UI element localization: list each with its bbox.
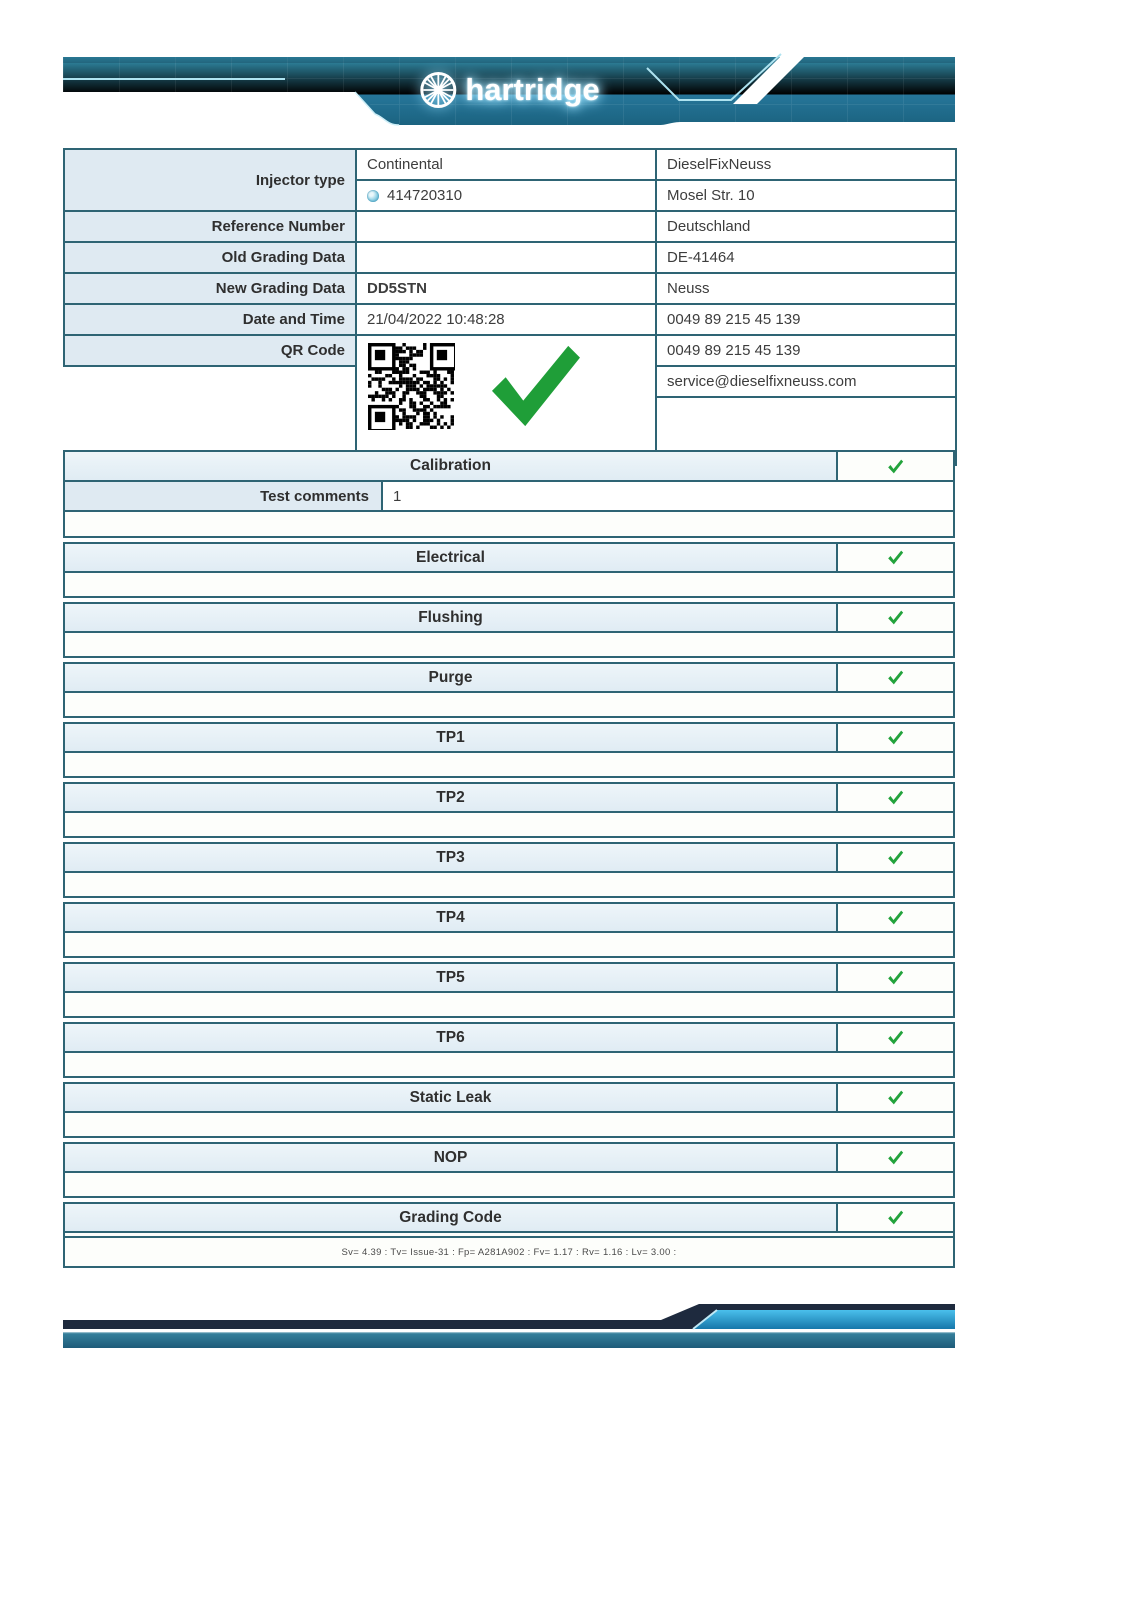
section-label: TP5 bbox=[65, 964, 838, 991]
section-detail-row bbox=[65, 811, 953, 836]
test-section bbox=[63, 722, 955, 778]
pass-check-icon bbox=[887, 550, 904, 565]
qr-code-cell bbox=[356, 335, 656, 465]
section-label: Flushing bbox=[65, 604, 838, 631]
old-grading-value bbox=[356, 242, 656, 273]
customer-phone-2: 0049 89 215 45 139 bbox=[656, 335, 956, 366]
section-detail-row bbox=[65, 631, 953, 656]
test-section bbox=[63, 1142, 955, 1198]
section-status-cell bbox=[838, 544, 953, 571]
wheel-spokes bbox=[423, 75, 453, 105]
test-comments-value: 1 bbox=[383, 482, 953, 510]
bottom-teal-strip bbox=[63, 1332, 955, 1348]
customer-city: Neuss bbox=[656, 273, 956, 304]
sections-container bbox=[63, 542, 955, 1258]
bottom-banner bbox=[63, 1295, 955, 1350]
customer-email: service@dieselfixneuss.com bbox=[656, 366, 956, 397]
wheel-icon bbox=[418, 70, 458, 110]
old-grading-label: Old Grading Data bbox=[64, 242, 356, 273]
test-section bbox=[63, 842, 955, 898]
datetime-value: 21/04/2022 10:48:28 bbox=[356, 304, 656, 335]
section-label: Calibration bbox=[65, 452, 838, 480]
section-status-cell bbox=[838, 452, 953, 480]
section-status-cell bbox=[838, 724, 953, 751]
section-label: TP2 bbox=[65, 784, 838, 811]
qr-code-label: QR Code bbox=[64, 335, 356, 366]
section-status-cell bbox=[838, 964, 953, 991]
section-label: Purge bbox=[65, 664, 838, 691]
customer-postcode: DE-41464 bbox=[656, 242, 956, 273]
new-grading-label: New Grading Data bbox=[64, 273, 356, 304]
brand-name: hartridge bbox=[465, 72, 600, 107]
test-comments-label: Test comments bbox=[65, 482, 383, 510]
section-label: Static Leak bbox=[65, 1084, 838, 1111]
section-detail-row bbox=[65, 691, 953, 716]
section-detail-row bbox=[65, 751, 953, 776]
section-detail-row bbox=[65, 1051, 953, 1076]
section-detail-row bbox=[65, 1171, 953, 1196]
pass-check-icon bbox=[887, 459, 904, 474]
pass-check-icon-large bbox=[483, 342, 587, 430]
version-footer bbox=[63, 1236, 955, 1268]
customer-street: Mosel Str. 10 bbox=[656, 180, 956, 211]
section-detail-row bbox=[65, 510, 953, 536]
section-label: Electrical bbox=[65, 544, 838, 571]
pass-check-icon bbox=[887, 790, 904, 805]
section-status-cell bbox=[838, 1144, 953, 1171]
version-line: Sv= 4.39 : Tv= Issue-31 : Fp= A281A902 : Fv= 1.17 : Rv= 1.16 : Lv= 3.00 : bbox=[341, 1246, 677, 1258]
section-status-cell bbox=[838, 604, 953, 631]
test-section bbox=[63, 542, 955, 598]
section-status-cell bbox=[838, 784, 953, 811]
section-label: TP4 bbox=[65, 904, 838, 931]
section-status-cell bbox=[838, 1024, 953, 1051]
pass-check-icon bbox=[887, 970, 904, 985]
section-detail-row bbox=[65, 1111, 953, 1136]
injector-serial-cell bbox=[356, 180, 656, 211]
customer-country: Deutschland bbox=[656, 211, 956, 242]
section-label: TP1 bbox=[65, 724, 838, 751]
test-section bbox=[63, 602, 955, 658]
pass-check-icon bbox=[887, 1150, 904, 1165]
pass-check-icon bbox=[887, 1210, 904, 1225]
section-status-cell bbox=[838, 1204, 953, 1231]
test-section bbox=[63, 962, 955, 1018]
section-detail-row bbox=[65, 871, 953, 896]
injector-serial-value: 414720310 bbox=[387, 187, 463, 204]
serial-icon bbox=[367, 190, 379, 202]
section-detail-row bbox=[65, 571, 953, 596]
qr-code-image bbox=[367, 342, 455, 434]
reference-number-value bbox=[356, 211, 656, 242]
injector-make-value: Continental bbox=[356, 149, 656, 180]
pass-check-icon bbox=[887, 850, 904, 865]
pass-check-icon bbox=[887, 910, 904, 925]
customer-phone-1: 0049 89 215 45 139 bbox=[656, 304, 956, 335]
section-detail-row bbox=[65, 931, 953, 956]
customer-name: DieselFixNeuss bbox=[656, 149, 956, 180]
section-label: TP3 bbox=[65, 844, 838, 871]
section-calibration bbox=[63, 450, 955, 538]
section-label: TP6 bbox=[65, 1024, 838, 1051]
section-status-cell bbox=[838, 904, 953, 931]
bottom-blue-band bbox=[693, 1310, 955, 1329]
section-status-cell bbox=[838, 844, 953, 871]
section-label: Grading Code bbox=[65, 1204, 838, 1231]
section-status-cell bbox=[838, 1084, 953, 1111]
pass-check-icon bbox=[887, 730, 904, 745]
test-section bbox=[63, 902, 955, 958]
datetime-label: Date and Time bbox=[64, 304, 356, 335]
pass-check-icon bbox=[887, 670, 904, 685]
injector-type-label: Injector type bbox=[64, 149, 356, 211]
section-status-cell bbox=[838, 664, 953, 691]
section-label: NOP bbox=[65, 1144, 838, 1171]
test-section bbox=[63, 782, 955, 838]
test-results bbox=[63, 450, 955, 1262]
test-section bbox=[63, 662, 955, 718]
reference-number-label: Reference Number bbox=[64, 211, 356, 242]
test-section bbox=[63, 1082, 955, 1138]
injector-info-table bbox=[63, 148, 957, 466]
test-section bbox=[63, 1022, 955, 1078]
pass-check-icon bbox=[887, 610, 904, 625]
pass-check-icon bbox=[887, 1030, 904, 1045]
pass-check-icon bbox=[887, 1090, 904, 1105]
section-detail-row bbox=[65, 991, 953, 1016]
new-grading-value: DD5STN bbox=[356, 273, 656, 304]
